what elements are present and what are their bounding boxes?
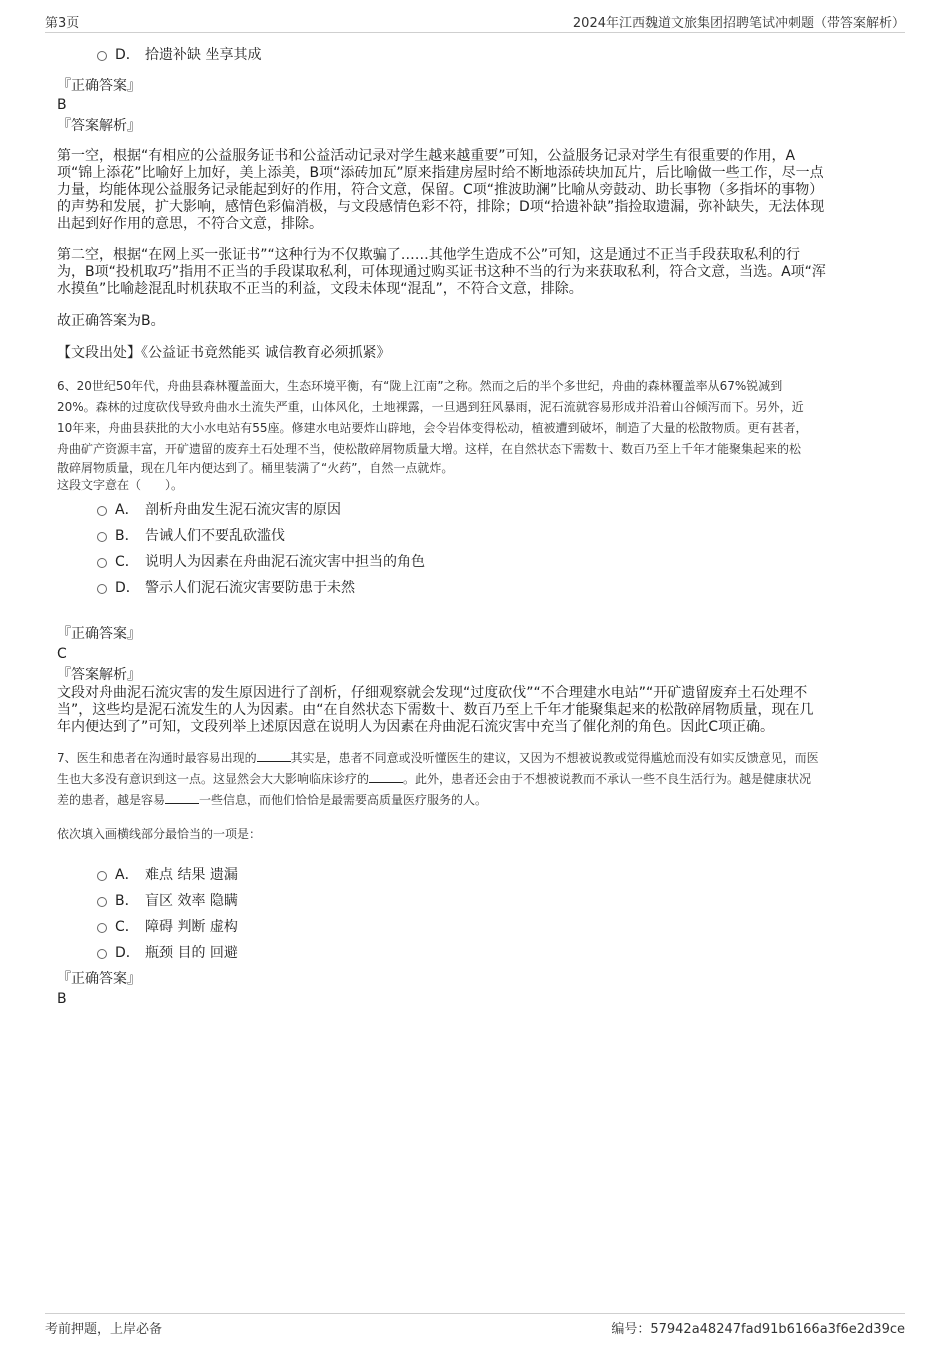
q6-answer-label: 『正确答案』 (57, 626, 141, 642)
radio-icon[interactable] (97, 506, 107, 516)
q6-option-b[interactable]: B． 告诫人们不要乱砍滥伐 (57, 525, 897, 551)
radio-icon[interactable] (97, 871, 107, 881)
document-title: 2024年江西魏道文旅集团招聘笔试冲刺题（带答案解析） (572, 16, 905, 31)
q6-analysis: 文段对舟曲泥石流灾害的发生原因进行了剖析，仔细观察就会发现“过度砍伐”“不合理建水电站”“开矿遗留废弃土石处理不 当”，这些均是泥石流发生的人为因素。由“在自然状态下需数十、数百乃至上千年才能聚集起来的松散碎屑物质量，现在几 年内便达到了”可知，文段列举上述原因意在说明人为因素在舟曲泥石流灾害中充当了催化剂的角色。因此C项正确。 (57, 685, 814, 735)
q7-answer-label: 『正确答案』 (57, 971, 141, 987)
q7-options (57, 864, 897, 968)
q6-option-c[interactable]: C． 说明人为因素在舟曲泥石流灾害中担当的角色 (57, 551, 897, 577)
radio-icon[interactable] (97, 584, 107, 594)
q6-option-a[interactable]: A． 剖析舟曲发生泥石流灾害的原因 (57, 499, 897, 525)
page-header (45, 8, 905, 33)
q5-answer-label: 『正确答案』 (57, 78, 141, 94)
radio-icon[interactable] (97, 949, 107, 959)
q6-analysis-label: 『答案解析』 (57, 667, 141, 683)
q7-option-c[interactable]: C． 障碍 判断 虚构 (57, 916, 897, 942)
fill-blank-1 (257, 749, 291, 762)
q7-question-text: 7、医生和患者在沟通时最容易出现的 其实是，患者不同意或没听懂医生的建议，又因为不想被说教或觉得尴尬而没有如实反馈意见，而医 生也大多没有意识到这一点。这显然会大大影响临床诊疗的 。此外，患者还会由于不想被说教而不承认一些不良生活行为。越是健康状况 差的患者，越是容易 一些信息，而他们恰恰是最需要高质量医疗服务的人。 (57, 751, 819, 807)
q5-conclusion: 故正确答案为B。 (57, 313, 165, 329)
radio-icon[interactable] (97, 923, 107, 933)
document-serial: 编号：57942a48247fad91b6166a3f6e2d39ce (611, 1322, 905, 1337)
fill-blank-3 (165, 791, 199, 804)
q7-answer: B (57, 991, 67, 1007)
q5-answer: B (57, 97, 67, 113)
q5-analysis-paragraph-2: 第二空，根据“在网上买一张证书”“这种行为不仅欺骗了……其他学生造成不公”可知，这是通过不正当手段获取私利的行 为，B项“投机取巧”指用不正当的手段谋取私利，可体现通过购买证书这种不当的行为来获取私利，符合文意，当选。A项“浑 水摸鱼”比喻趁混乱时机获取不正当的利益，文段未体现“混乱”，不符合文意，排除。 (57, 247, 826, 297)
page-footer (45, 1313, 905, 1338)
q5-analysis-label: 『答案解析』 (57, 118, 141, 134)
q6-question-text: 6、20世纪50年代，舟曲县森林覆盖面大，生态环境平衡，有“陇上江南”之称。然而之后的半个多世纪，舟曲的森林覆盖率从67%锐减到 20%。森林的过度砍伐导致舟曲水土流失严重，山体风化，土地裸露，一旦遇到狂风暴雨，泥石流就容易形成并沿着山谷倾泻而下。另外，近 10年来，舟曲县获批的大小水电站有55座。修建水电站要炸山辟地，会令岩体变得松动，植被遭到破坏，制造了大量的松散物质。更有甚者， 舟曲矿产资源丰富，开矿遗留的废弃土石处理不当，使松散碎屑物质量大增。这样，在自然状态下需数十、数百乃至上千年才能聚集起来的松 散碎屑物质量，现在几年内便达到了。桶里装满了“火药”，自然一点就炸。 这段文字意在（ ）。 (57, 376, 897, 494)
radio-icon[interactable] (97, 51, 107, 61)
q7-prompt: 依次填入画横线部分最恰当的一项是： (57, 827, 262, 841)
q6-prompt: 这段文字意在（ ）。 (57, 478, 184, 492)
q7-option-a[interactable]: A． 难点 结果 遗漏 (57, 864, 897, 890)
q6-option-d[interactable]: D． 警示人们泥石流灾害要防患于未然 (57, 577, 897, 603)
fill-blank-2 (369, 770, 403, 783)
radio-icon[interactable] (97, 897, 107, 907)
q5-source: 【文段出处】《公益证书竟然能买 诚信教育必须抓紧》 (57, 345, 391, 361)
radio-icon[interactable] (97, 558, 107, 568)
footer-slogan: 考前押题，上岸必备 (45, 1322, 163, 1337)
q6-options (57, 499, 897, 603)
q7-option-d[interactable]: D． 瓶颈 目的 回避 (57, 942, 897, 968)
page-number: 第3页 (45, 16, 80, 31)
q5-analysis-paragraph-1: 第一空，根据“有相应的公益服务证书和公益活动记录对学生越来越重要”可知，公益服务记录对学生有很重要的作用，A 项“锦上添花”比喻好上加好，美上添美，B项“添砖加瓦”原来指建房屋时给不断地添砖块加瓦片，后比喻做一些工作，尽一点 力量，均能体现公益服务记录能起到好的作用，符合文意，保留。C项“推波助澜”比喻从旁鼓动、助长事物（多指坏的事物） 的声势和发展，扩大影响，感情色彩偏消极，与文段感情色彩不符，排除；D项“拾遗补缺”指捡取遗漏，弥补缺失，无法体现 出起到好作用的意思，不符合文意，排除。 (57, 148, 825, 232)
page-content (57, 44, 897, 1009)
q7-option-b[interactable]: B． 盲区 效率 隐瞒 (57, 890, 897, 916)
radio-icon[interactable] (97, 532, 107, 542)
q5-option-d[interactable]: D． 拾遗补缺 坐享其成 (57, 44, 897, 70)
q6-answer: C (57, 646, 67, 662)
